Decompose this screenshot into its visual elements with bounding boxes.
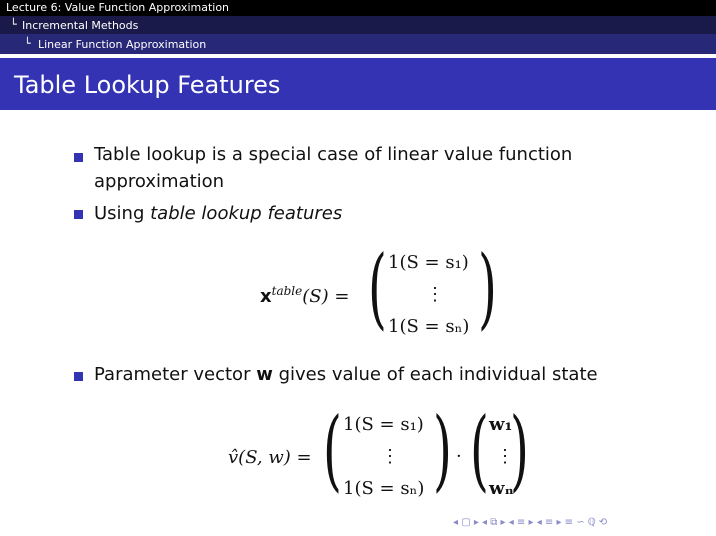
eq1-x-bold: x bbox=[260, 286, 272, 307]
eq2-w-left-paren: ( bbox=[470, 398, 489, 501]
eq2-row-1: 1(S = s₁) bbox=[343, 414, 424, 435]
bullet-1-line-2: approximation bbox=[94, 171, 225, 192]
eq1-right-paren: ) bbox=[478, 236, 497, 339]
breadcrumb-subsection[interactable]: Linear Function Approximation bbox=[38, 38, 207, 51]
eq1-row-dots: ⋮ bbox=[426, 284, 444, 305]
eq2-w-right-paren: ) bbox=[510, 398, 529, 501]
eq2-left-paren: ( bbox=[323, 398, 342, 501]
eq1-row-n: 1(S = sₙ) bbox=[388, 316, 470, 337]
eq2-w1: w₁ bbox=[489, 414, 513, 435]
beamer-navigation-icons[interactable]: ◂ ▢ ▸ ◂ ⧉ ▸ ◂ ≡ ▸ ◂ ≡ ▸ ≡ ∽ ℚ ⟲ bbox=[453, 517, 608, 528]
eq2-right-paren: ) bbox=[433, 398, 452, 501]
bullet-icon bbox=[74, 153, 83, 162]
bullet-1-line-1: Table lookup is a special case of linear value function bbox=[94, 144, 573, 165]
eq2-wn: wₙ bbox=[489, 478, 514, 499]
equation-2-lhs: v̂(S, w) = bbox=[228, 447, 312, 468]
eq1-left-paren: ( bbox=[368, 236, 387, 339]
slide-title: Table Lookup Features bbox=[14, 71, 281, 99]
breadcrumb-section[interactable]: Incremental Methods bbox=[22, 19, 139, 32]
bullet-3-text bbox=[94, 362, 598, 388]
bullet-3-pre: Parameter vector bbox=[94, 364, 251, 385]
eq1-row-1: 1(S = s₁) bbox=[388, 252, 469, 273]
equation-1-lhs bbox=[260, 284, 349, 307]
eq2-w-dots: ⋮ bbox=[496, 446, 514, 467]
breadcrumb-lecture[interactable]: Lecture 6: Value Function Approximation bbox=[6, 1, 230, 14]
eq1-argument: (S) = bbox=[302, 286, 350, 307]
bullet-icon bbox=[74, 372, 83, 381]
breadcrumb-corner-icon: └ bbox=[10, 18, 17, 31]
bullet-3-bold-w: w bbox=[256, 364, 273, 385]
eq2-row-dots: ⋮ bbox=[381, 446, 399, 467]
bullet-icon bbox=[74, 210, 83, 219]
breadcrumb-corner-icon: └ bbox=[24, 37, 31, 50]
bullet-3-post: gives value of each individual state bbox=[278, 364, 598, 385]
eq2-dot-operator: · bbox=[456, 446, 462, 467]
eq2-row-n: 1(S = sₙ) bbox=[343, 478, 425, 499]
bullet-2-emphasis: table lookup features bbox=[150, 203, 343, 224]
bullet-2-prefix: Using bbox=[94, 203, 145, 224]
eq1-superscript: table bbox=[271, 284, 303, 298]
bullet-2-text bbox=[94, 201, 342, 227]
